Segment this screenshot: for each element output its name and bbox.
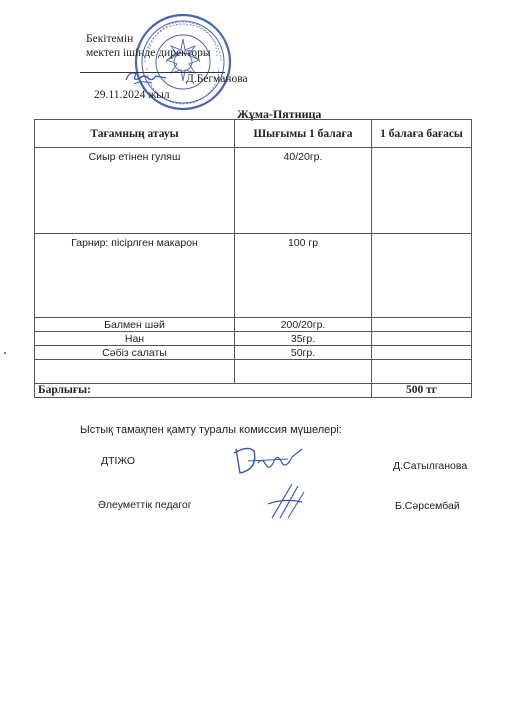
table-row	[35, 234, 472, 318]
dish-name-cell	[35, 360, 235, 384]
approval-block	[86, 32, 248, 101]
menu-table	[34, 119, 472, 398]
commission-title: Ыстық тамақпен қамту туралы комиссия мүшелері:	[80, 424, 342, 436]
dish-yield-cell	[235, 360, 372, 384]
dish-yield-cell: 35гр.	[235, 332, 372, 346]
member-name: Д.Сатылганова	[393, 460, 468, 472]
table-row	[35, 360, 472, 384]
dish-yield-cell: 40/20гр.	[235, 148, 372, 234]
table-row	[35, 318, 472, 332]
director-name: Д.Бегманова	[186, 73, 248, 85]
approval-date: 29.11.2024 жыл	[94, 89, 170, 101]
dish-price-cell	[372, 318, 472, 332]
total-value: 500 тг	[372, 384, 472, 398]
table-row	[35, 332, 472, 346]
dish-price-cell	[372, 346, 472, 360]
dish-name-cell: Гарнир: пісірлген макарон	[35, 234, 235, 318]
member-signature-icon	[262, 478, 310, 522]
column-header-price: 1 балаға бағасы	[372, 120, 472, 148]
column-header-yield: Шығымы 1 балаға	[235, 120, 372, 148]
dish-price-cell	[372, 148, 472, 234]
dish-price-cell	[372, 234, 472, 318]
column-header-dish: Тағамның атауы	[35, 120, 235, 148]
approval-position: мектеп ішінде директоры	[86, 47, 211, 59]
approval-title: Бекітемін	[86, 33, 134, 45]
dish-price-cell	[372, 332, 472, 346]
director-signature-icon	[122, 66, 172, 88]
member-role: ДТІЖО	[101, 455, 136, 467]
scan-speck	[4, 352, 6, 354]
dish-name-cell: Сәбіз салаты	[35, 346, 235, 360]
dish-name-cell: Сиыр етінен гуляш	[35, 148, 235, 234]
member-name: Б.Сәрсембай	[395, 500, 460, 512]
dish-name-cell: Нан	[35, 332, 235, 346]
dish-yield-cell: 200/20гр.	[235, 318, 372, 332]
dish-name-cell: Балмен шәй	[35, 318, 235, 332]
total-label: Барлығы:	[35, 384, 372, 398]
dish-yield-cell: 100 гр	[235, 234, 372, 318]
table-header-row	[35, 120, 472, 148]
table-row	[35, 148, 472, 234]
total-row	[35, 384, 472, 398]
member-role: Әлеуметтік педагог	[98, 499, 192, 511]
dish-price-cell	[372, 360, 472, 384]
table-row	[35, 346, 472, 360]
dish-yield-cell: 50гр.	[235, 346, 372, 360]
day-title: Жұма-Пятница	[237, 107, 322, 121]
member-signature-icon	[228, 443, 308, 479]
